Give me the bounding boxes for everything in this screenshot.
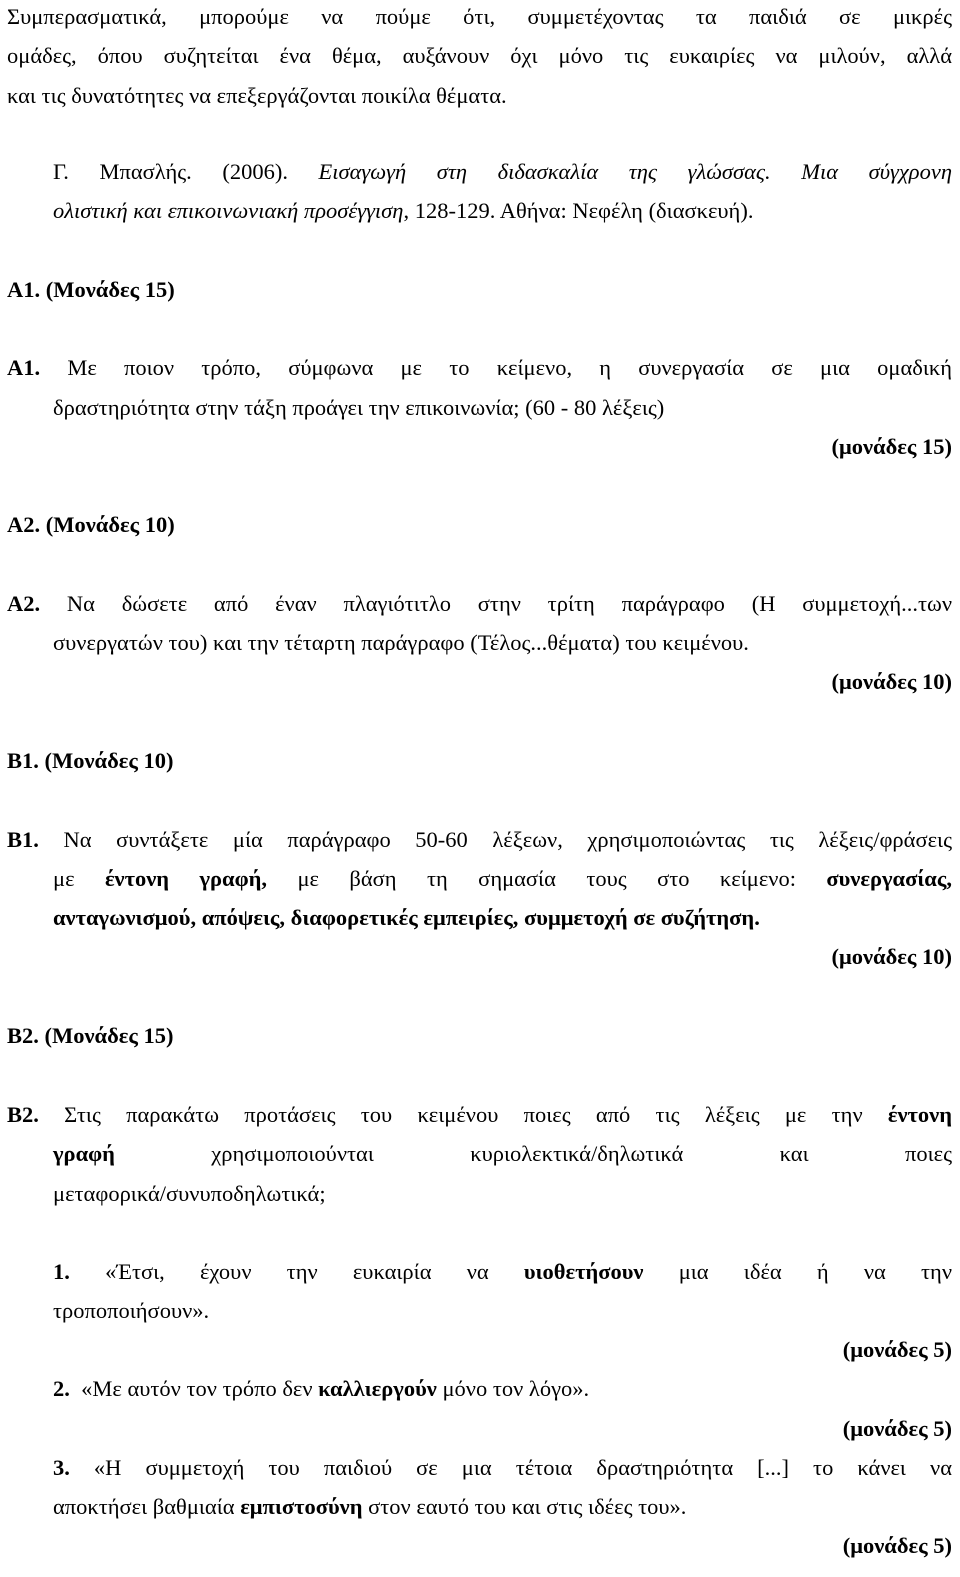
a1-points: (μονάδες 15): [831, 434, 952, 459]
b1-heading: Β1. (Μονάδες 10): [7, 748, 174, 773]
b2-item-1-line-1: [53, 1257, 952, 1287]
b2-item-2-num: 2.: [53, 1376, 70, 1401]
b2-item-1-points: (μονάδες 5): [842, 1337, 952, 1362]
b2-item-1-line-2: τροποποιήσουν».: [53, 1298, 210, 1323]
a2-line-2: συνεργατών του) και την τέταρτη παράγραφο (Τέλος...θέματα) του κειμένου.: [53, 630, 749, 655]
a1-line-2: δραστηριότητα στην τάξη προάγει την επικοινωνία; (60 - 80 λέξεις): [53, 395, 665, 420]
a1-label: Α1.: [7, 355, 41, 380]
b2-item-3-points: (μονάδες 5): [842, 1533, 952, 1558]
b2-text-2a: γραφή: [53, 1141, 115, 1166]
reference-author: Γ. Μπασλής. (2006).: [53, 159, 288, 184]
a2-heading: Α2. (Μονάδες 10): [7, 512, 175, 537]
b2-item-1-post: μια ιδέα ή να την: [643, 1259, 952, 1284]
intro-line-2: ομάδες, όπου συζητείται ένα θέμα, αυξάνουν όχι μόνο τις ευκαιρίες να μιλούν, αλλά: [7, 43, 952, 68]
b2-item-3-cont-pre: αποκτήσει βαθμιαία: [53, 1494, 241, 1519]
a2-line-1: [7, 589, 952, 619]
b2-item-3-line-1: [53, 1453, 952, 1483]
a2-label: Α2.: [7, 591, 41, 616]
b1-text-1: Να συντάξετε μία παράγραφο 50-60 λέξεων, χρησιμοποιώντας τις λέξεις/φράσεις: [63, 827, 952, 852]
reference-title-2: ολιστική και επικοινωνιακή προσέγγιση: [53, 198, 404, 223]
b2-text-1a: Στις παρακάτω προτάσεις του κειμένου ποιες από τις λέξεις με την: [64, 1102, 888, 1127]
b2-item-2-points: (μονάδες 5): [842, 1416, 952, 1441]
a1-line-1: [7, 353, 952, 383]
b1-label: Β1.: [7, 827, 39, 852]
b2-label: Β2.: [7, 1102, 39, 1127]
intro-line-3: και τις δυνατότητες να επεξεργάζονται ποικίλα θέματα.: [7, 83, 507, 108]
b1-text-2d: συνεργασίας,: [826, 866, 952, 891]
reference-title-1: Εισαγωγή στη διδασκαλία της γλώσσας. Μια σύγχρονη: [318, 159, 952, 184]
b1-line-1: [7, 825, 952, 855]
b2-text-2b: χρησιμοποιούνται: [211, 1141, 374, 1166]
b2-item-3-cont-bold: εμπιστοσύνη: [240, 1494, 363, 1519]
b2-text-1b: έντονη: [887, 1102, 952, 1127]
a2-text-1: Να δώσετε από έναν πλαγιότιτλο στην τρίτη παράγραφο (Η συμμετοχή...των: [66, 591, 952, 616]
b2-item-1-bold: υιοθετήσουν: [523, 1259, 644, 1284]
b2-item-3-line-2: [53, 1492, 952, 1522]
b1-line-2: [53, 864, 952, 894]
b2-heading: Β2. (Μονάδες 15): [7, 1023, 174, 1048]
reference-rest: , 128-129. Αθήνα: Νεφέλη (διασκευή).: [403, 198, 754, 223]
b2-line-1: [7, 1100, 952, 1130]
b2-item-2-post: μόνο τον λόγο».: [436, 1376, 590, 1401]
b2-item-2-pre: «Με αυτόν τον τρόπο δεν: [81, 1376, 319, 1401]
b2-item-3-num: 3.: [53, 1455, 70, 1480]
b1-text-2c: με βάση τη σημασία τους στο κείμενο:: [267, 866, 827, 891]
b2-item-2-line-1: [53, 1374, 952, 1404]
intro-line-1: Συμπερασματικά, μπορούμε να πούμε ότι, συμμετέχοντας τα παιδιά σε μικρές: [7, 4, 952, 29]
b1-text-2a: με: [53, 866, 105, 891]
reference-line-1: [53, 157, 952, 187]
b2-item-1-num: 1.: [53, 1259, 70, 1284]
b2-text-2c: κυριολεκτικά/δηλωτικά: [470, 1141, 684, 1166]
a2-points: (μονάδες 10): [831, 669, 952, 694]
b2-line-2: [53, 1139, 952, 1169]
b2-item-3-cont-post: στον εαυτό του και στις ιδέες του».: [362, 1494, 687, 1519]
b1-text-2b: έντονη γραφή,: [104, 866, 268, 891]
b2-line-3: μεταφορικά/συνυποδηλωτικά;: [53, 1181, 326, 1206]
b1-line-3: ανταγωνισμού, απόψεις, διαφορετικές εμπειρίες, συμμετοχή σε συζήτηση.: [53, 905, 760, 930]
b2-text-2e: ποιες: [905, 1141, 953, 1166]
b1-points: (μονάδες 10): [831, 944, 952, 969]
b2-item-1-pre: «Έτσι, έχουν την ευκαιρία να: [105, 1259, 524, 1284]
b2-text-2d: και: [779, 1141, 809, 1166]
b2-item-3-pre: «Η συμμετοχή του παιδιού σε μια τέτοια δραστηριότητα [...] το κάνει να: [93, 1455, 952, 1480]
a1-text-1: Με ποιον τρόπο, σύμφωνα με το κείμενο, η συνεργασία σε μια ομαδική: [67, 355, 952, 380]
a1-heading: Α1. (Μονάδες 15): [7, 277, 175, 302]
b2-item-2-bold: καλλιεργούν: [318, 1376, 437, 1401]
reference-line-2: [53, 196, 952, 226]
